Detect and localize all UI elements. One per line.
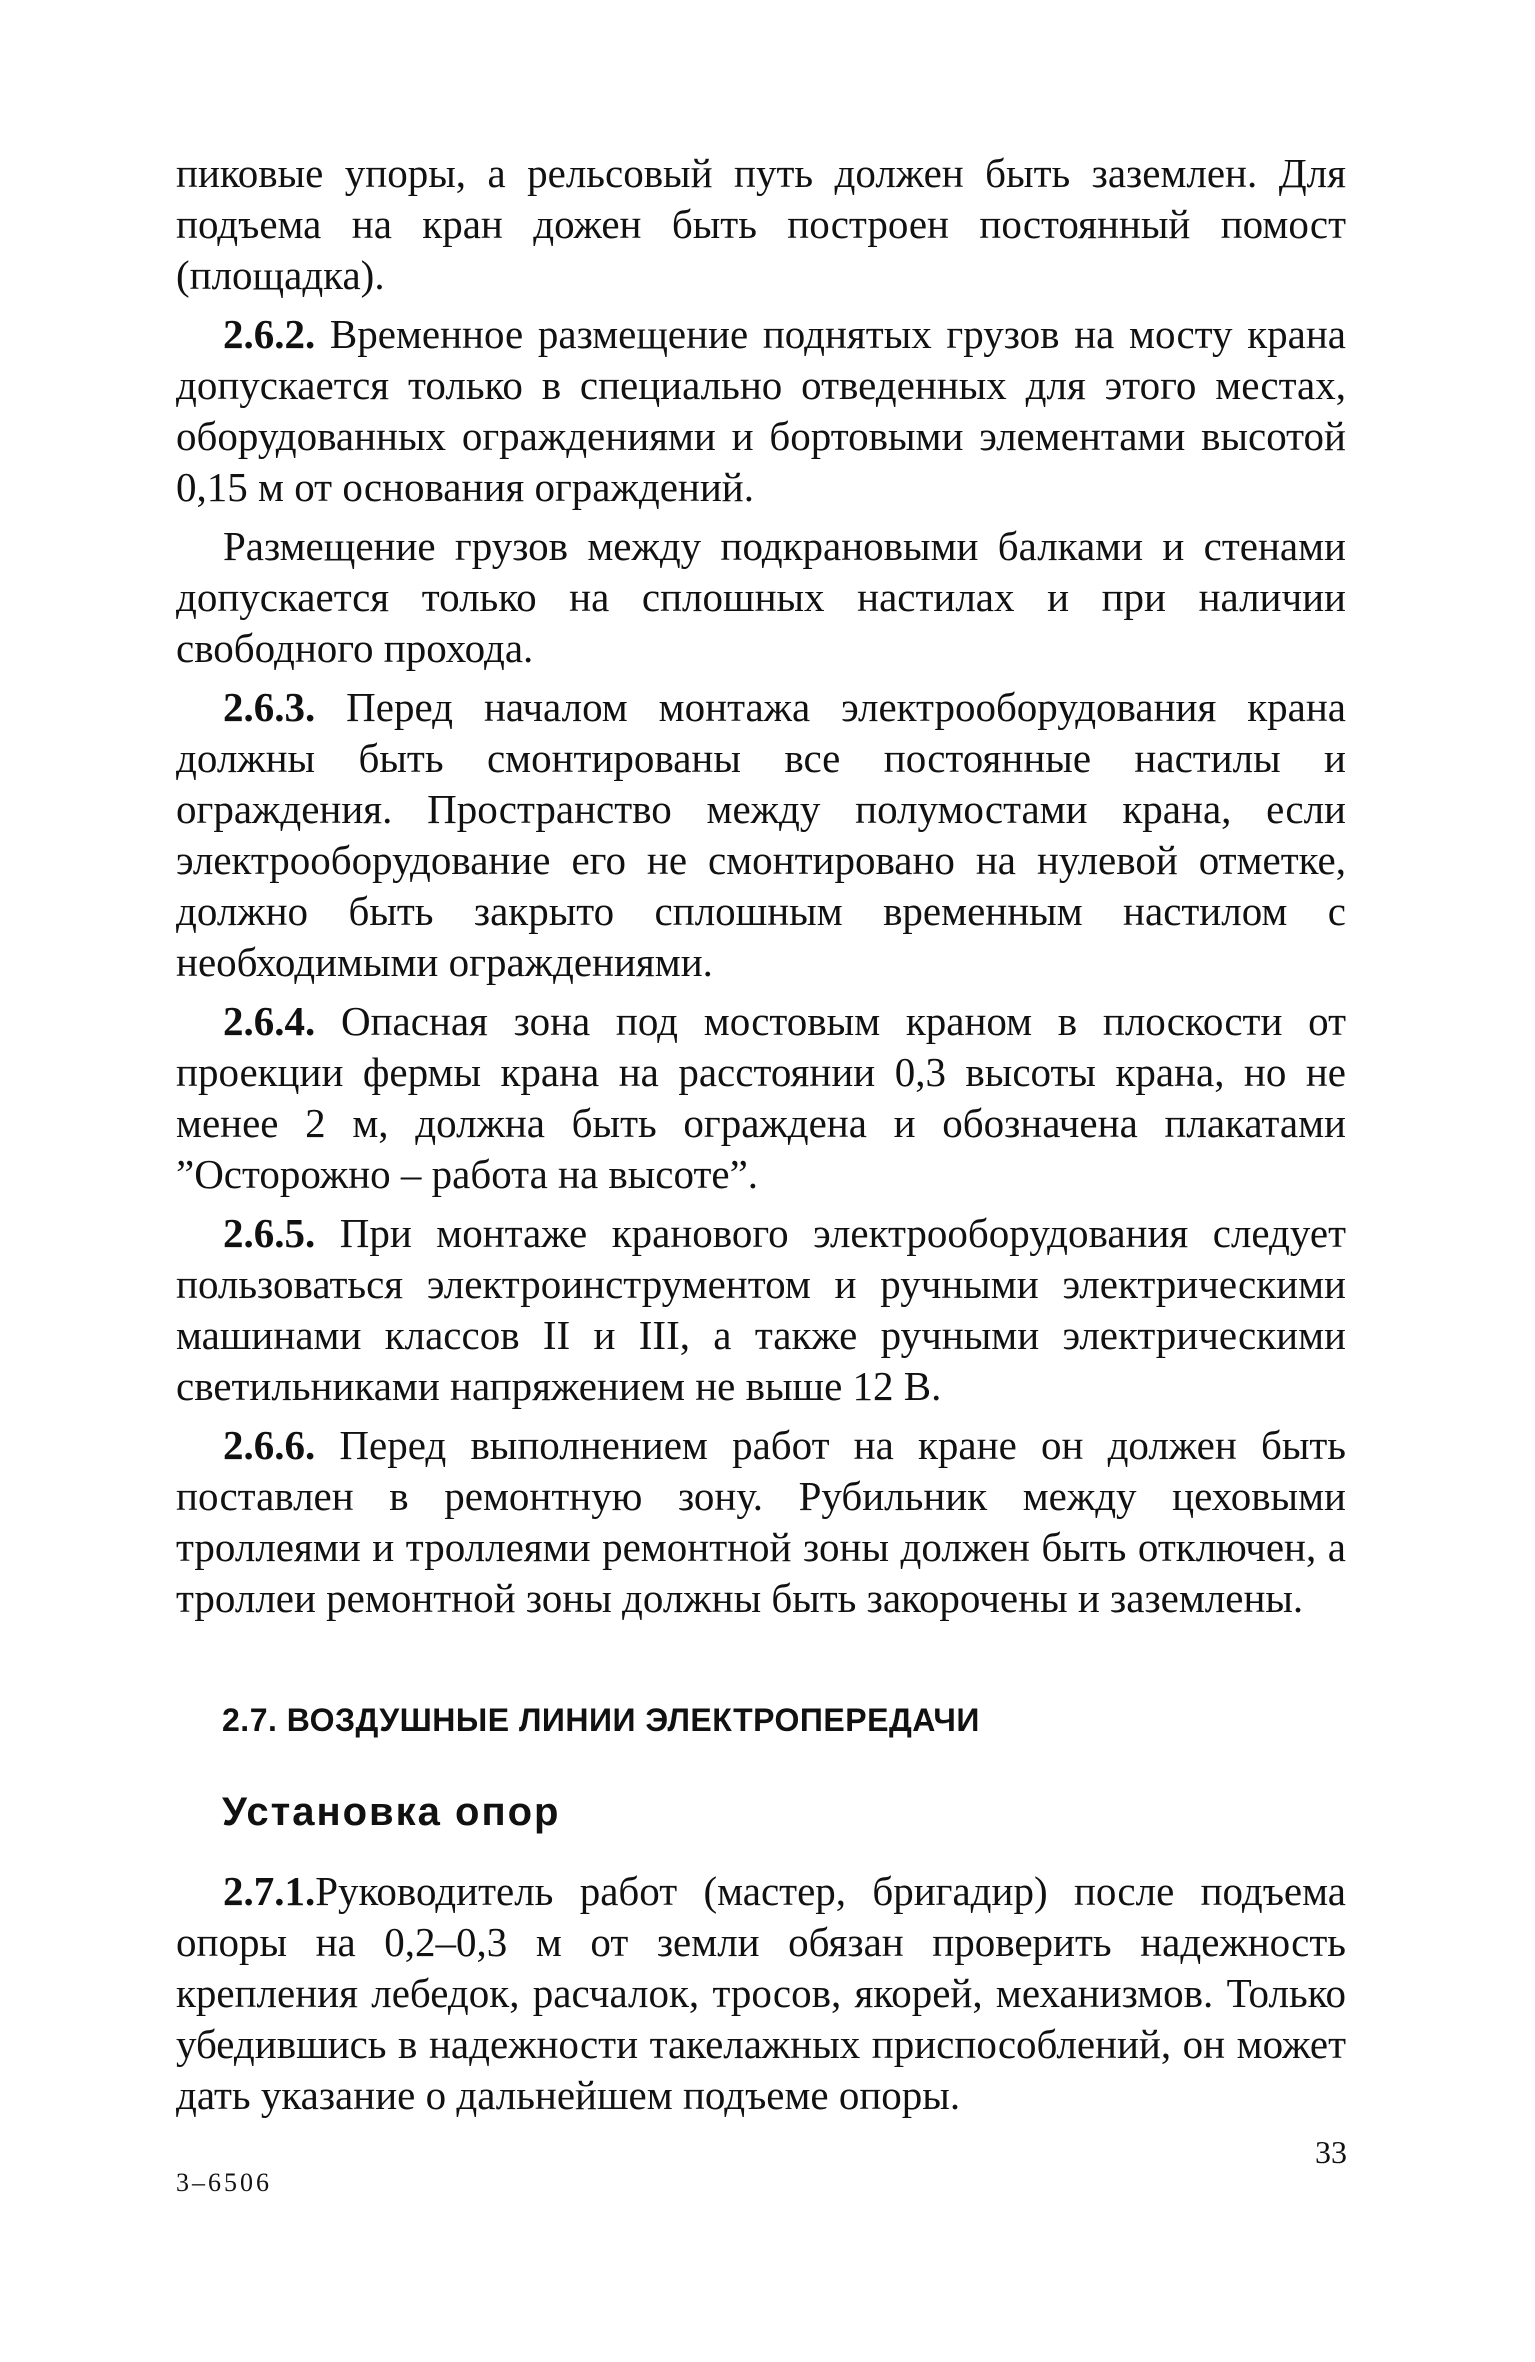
body-text (176, 148, 1346, 1632)
page-number: 33 (1315, 2134, 1347, 2170)
clause-number: 2.6.6. (223, 1422, 316, 1468)
paragraph-2-6-5: 2.6.5. При монтаже кранового электрооборудования следует пользоваться электроинструментом и ручными электрическими машинами классов II и III, а также ручными электрическими светильниками напряжением не выше 12 В. (176, 1210, 1346, 1409)
section-body-text (176, 1866, 1346, 2129)
section-heading: 2.7. ВОЗДУШНЫЕ ЛИНИИ ЭЛЕКТРОПЕРЕДАЧИ (222, 1702, 980, 1738)
clause-number: 2.6.3. (223, 684, 316, 730)
paragraph-2-6-3: 2.6.3. Перед началом монтажа электрооборудования крана должны быть смонтированы все постоянные настилы и ограждения. Пространство между полумостами крана, если электрооборудование его не смонтировано на нулевой отметке, должно быть закрыто сплошным временным настилом с необходимыми ограждениями. (176, 684, 1346, 985)
clause-number: 2.6.4. (223, 998, 316, 1044)
paragraph-2-7-1: 2.7.1.Руководитель работ (мастер, бригадир) после подъема опоры на 0,2–0,3 м от земли обязан проверить надежность крепления лебедок, расчалок, тросов, якорей, механизмов. Только убедившись в надежности такелажных приспособлений, он может дать указание о дальнейшем подъеме опоры. (176, 1868, 1346, 2118)
paragraph-2-6-6: 2.6.6. Перед выполнением работ на кране он должен быть поставлен в ремонтную зону. Рубильник между цеховыми троллеями и троллеями ремонтной зоны должен быть отключен, а троллеи ремонтной зоны должны быть закорочены и заземлены. (176, 1422, 1346, 1621)
printer-signature: 3–6506 (176, 2168, 272, 2197)
clause-number: 2.6.5. (223, 1210, 316, 1256)
paragraph-2-6-4: 2.6.4. Опасная зона под мостовым краном в плоскости от проекции фермы крана на расстоянии 0,3 высоты крана, но не менее 2 м, должна быть ограждена и обозначена плакатами ”Осторожно – работа на высоте”. (176, 998, 1346, 1197)
clause-number: 2.7.1. (223, 1868, 316, 1914)
clause-number: 2.6.2. (223, 311, 316, 357)
paragraph: Размещение грузов между подкрановыми балками и стенами допускается только на сплошных настилах и при наличии свободного прохода. (176, 523, 1346, 671)
paragraph-2-6-2: 2.6.2. Временное размещение поднятых грузов на мосту крана допускается только в специально отведенных для этого местах, оборудованных ограждениями и бортовыми элементами высотой 0,15 м от основания ограждений. (176, 311, 1346, 510)
sub-heading: Установка опор (222, 1790, 561, 1834)
paragraph: пиковые упоры, а рельсовый путь должен быть заземлен. Для подъема на кран дожен быть построен постоянный помост (площадка). (176, 150, 1346, 298)
